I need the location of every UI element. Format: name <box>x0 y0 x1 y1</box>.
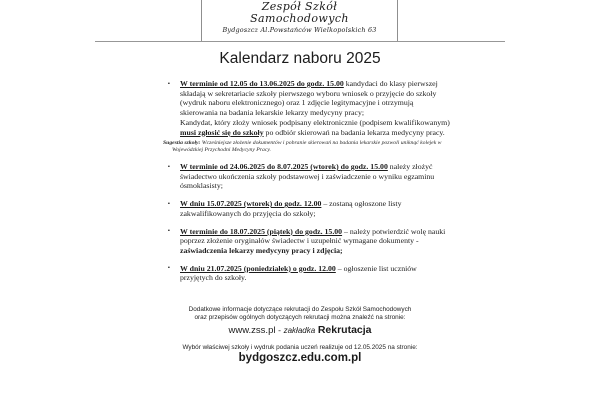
tab-word: zakładka <box>283 326 316 335</box>
school-address: Bydgoszcz Al.Powstańców Wielkopolskich 63 <box>222 26 377 34</box>
additional-info <box>0 306 600 322</box>
calendar-item-1-para2-pre: Kandydat, który złoży wniosek podpisany elektronicznie (podpisem kwalifikowanym) <box>180 117 450 127</box>
calendar-item-2 <box>180 162 450 191</box>
calendar-list <box>163 79 450 291</box>
school-name-line2: Samochodowych <box>250 11 349 25</box>
calendar-item-2-deadline: W terminie od 24.06.2025 do 8.07.2025 (wtorek) do godz. 15.00 <box>180 162 388 172</box>
additional-info-line1: Dodatkowe informacje dotyczące rekrutacji do Zespołu Szkół Samochodowych <box>188 306 412 313</box>
calendar-item-5-text: – ogłoszenie list uczniów przyjętych do szkoły. <box>180 263 417 283</box>
school-suggestion-note <box>163 140 455 154</box>
school-website-line <box>0 324 600 336</box>
calendar-item-4-emphasis: zaświadczenia lekarzy medycyny pracy i zdjęcia; <box>180 245 343 255</box>
header-divider-rule <box>95 41 505 42</box>
calendar-item-2-text: należy złożyć świadectwo ukończenia szkoły podstawowej i zaświadczenie o wyniku egzaminu ósmoklasisty; <box>180 162 435 191</box>
tab-name-rekrutacja: Rekrutacja <box>317 324 372 336</box>
website-separator: - <box>278 325 281 335</box>
calendar-item-3 <box>180 199 450 218</box>
additional-info-line2: oraz przepisów ogólnych dotyczących rekrutacji można znaleźć na stronie: <box>194 313 406 321</box>
calendar-item-3-text: – zostaną ogłoszone listy zakwalifikowanych do przyjęcia do szkoły; <box>180 199 402 218</box>
calendar-item-4-text: – należy potwierdzić wolę nauki poprzez złożenie oryginałów świadectw i uzupełnić wymagane dokumenty - <box>180 226 446 246</box>
enrollment-portal-info: Wybór właściwej szkoły i wydruk podania uczeń realizuje od 12.05.2025 na stronie: <box>182 344 418 351</box>
calendar-item-1-deadline: W terminie od 12.05 do 13.06.2025 do godz. 15.00 <box>180 79 344 88</box>
calendar-item-4 <box>180 227 450 256</box>
calendar-item-1-para2-emphasis: musi zgłosić się do szkoły <box>180 127 264 137</box>
calendar-item-5 <box>180 264 450 283</box>
calendar-item-1-text: kandydaci do klasy pierwszej składają w sekretariacie szkoły pierwszego wyboru wniosek o przyjęcie do szkoły (wydruk naboru elektronicznego) oraz 1 zdjęcie legitymacyjne i otrzymują skierowania na badania lekarskie lekarzy medycyny pracy; <box>180 79 438 118</box>
page-title: Kalendarz naboru 2025 <box>219 50 381 67</box>
calendar-item-3-deadline: W dniu 15.07.2025 (wtorek) do godz. 12.00 <box>180 199 322 209</box>
note-text: Wcześniejsze złożenie dokumentów i pobranie skierowań na badania lekarskie pozwoli uniknąć kolejek w Wojewódzkiej Przychodni Medycyny Pracy. <box>172 140 442 154</box>
calendar-item-5-deadline: W dniu 21.07.2025 (poniedziałek) o godz. 12.00 <box>180 263 336 273</box>
school-name-line1: Zespół Szkół <box>261 0 338 13</box>
calendar-item-1 <box>163 79 450 154</box>
school-header-box <box>201 0 398 41</box>
calendar-item-1-para2-post: po odbiór skierowań na badania lekarza medycyny pracy. <box>263 127 445 137</box>
calendar-item-4-deadline: W terminie do 18.07.2025 (piątek) do godz. 15.00 <box>180 226 343 236</box>
note-label: Sugestia szkoły: <box>163 140 201 147</box>
school-website-url: www.zss.pl <box>228 325 276 336</box>
enrollment-portal-url: bydgoszcz.edu.com.pl <box>238 352 362 364</box>
